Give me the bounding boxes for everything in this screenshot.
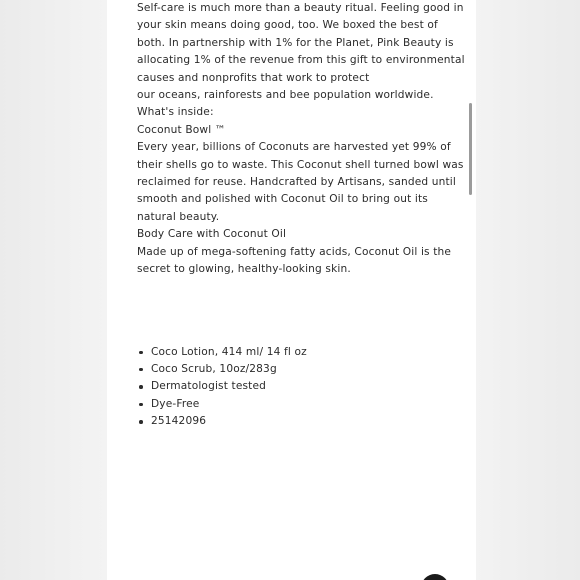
intro-line: allocating 1% of the revenue from this gift to environmental xyxy=(137,54,465,67)
bullet-icon xyxy=(139,351,143,355)
list-item xyxy=(137,396,449,413)
description-content xyxy=(137,0,465,431)
feature-list xyxy=(137,344,449,431)
intro-line: our oceans, rainforests and bee population worldwide. xyxy=(137,89,434,102)
body-care-paragraph xyxy=(137,244,452,279)
list-item-text: Dermatologist tested xyxy=(151,380,267,393)
left-backdrop xyxy=(0,0,107,580)
product-description-panel xyxy=(107,0,476,580)
body-care-heading: Body Care with Coconut Oil xyxy=(137,228,287,241)
bullet-icon xyxy=(139,385,143,389)
intro-line: Self-care is much more than a beauty ritual. Feeling good in xyxy=(137,2,464,14)
coconut-bowl-paragraph xyxy=(137,139,464,226)
scrollbar-thumb[interactable] xyxy=(469,103,472,195)
paragraph-line: Made up of mega-softening fatty acids, Coconut Oil is the xyxy=(137,245,452,258)
list-item-text: Dye-Free xyxy=(151,397,200,410)
paragraph-line: their shells go to waste. This Coconut shell turned bowl was xyxy=(137,158,464,171)
intro-paragraph xyxy=(137,0,465,104)
intro-line: your skin means doing good, too. We boxed the best of xyxy=(137,19,438,32)
bullet-icon xyxy=(139,420,143,424)
bullet-icon xyxy=(139,403,143,407)
intro-line: both. In partnership with 1% for the Planet, Pink Beauty is xyxy=(137,36,454,49)
intro-line: causes and nonprofits that work to protect xyxy=(137,71,370,84)
list-item xyxy=(137,344,449,361)
list-item-text: Coco Scrub, 10oz/283g xyxy=(151,362,277,375)
list-item-text: 25142096 xyxy=(151,415,207,428)
list-item xyxy=(137,413,449,430)
coconut-bowl-heading: Coconut Bowl ™ xyxy=(137,123,226,136)
right-backdrop xyxy=(476,0,580,580)
list-item xyxy=(137,361,449,378)
paragraph-line: reclaimed for reuse. Handcrafted by Artisans, sanded until xyxy=(137,176,456,189)
whats-inside-label: What's inside: xyxy=(137,106,214,119)
paragraph-line: natural beauty. xyxy=(137,210,220,223)
paragraph-line: secret to glowing, healthy-looking skin. xyxy=(137,263,351,276)
paragraph-line: smooth and polished with Coconut Oil to bring out its xyxy=(137,193,428,206)
paragraph-line: Every year, billions of Coconuts are harvested yet 99% of xyxy=(137,141,451,154)
bullet-icon xyxy=(139,368,143,372)
list-item-text: Coco Lotion, 414 ml/ 14 fl oz xyxy=(151,345,307,358)
list-item xyxy=(137,378,449,395)
